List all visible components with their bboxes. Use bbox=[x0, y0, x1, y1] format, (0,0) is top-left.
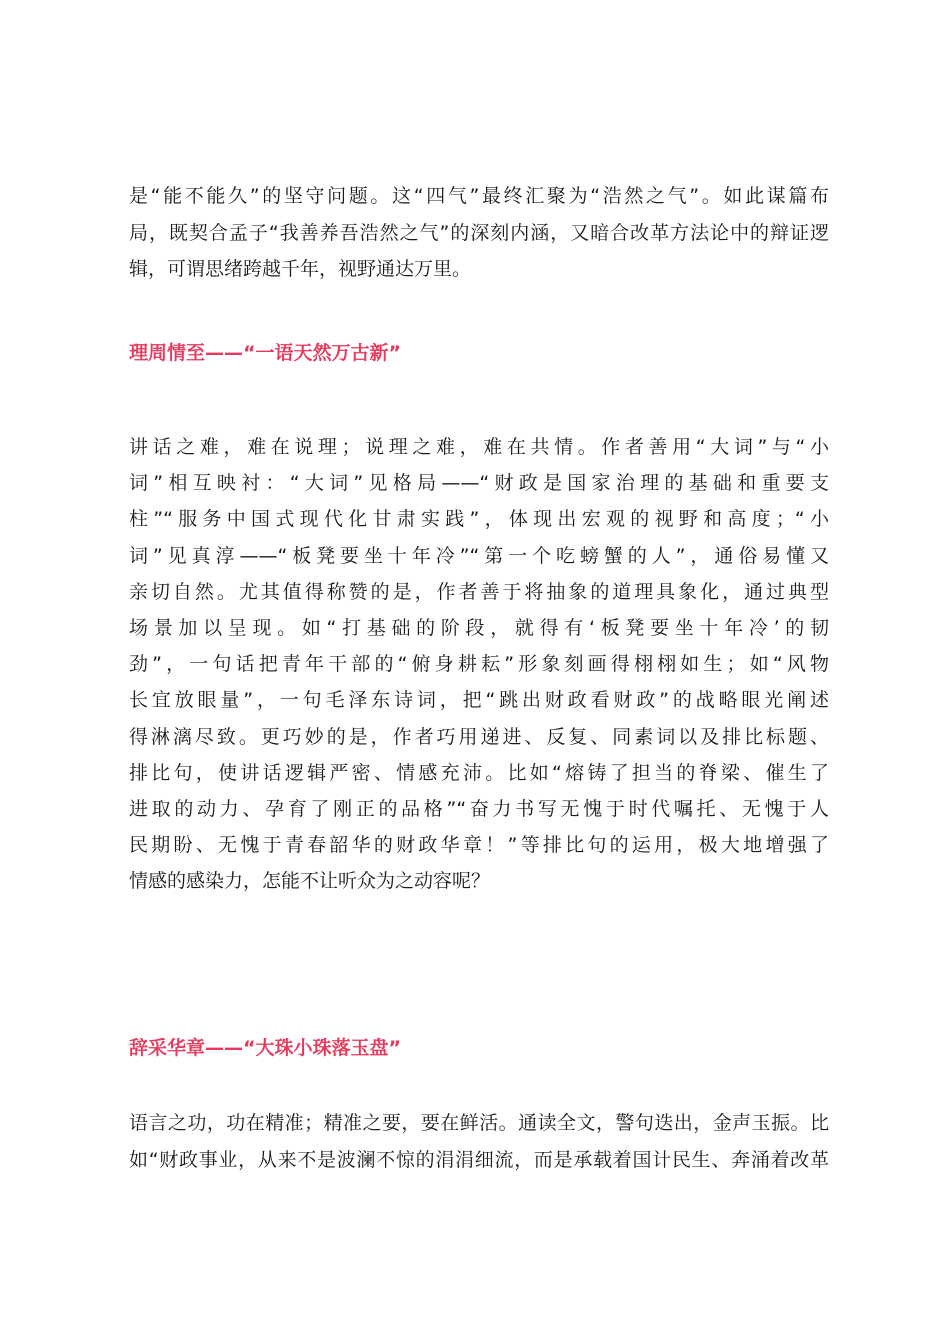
text-line: 排比句，使讲话逻辑严密、情感充沛。比如“熔铸了担当的脊梁、催生了 bbox=[129, 761, 829, 784]
text-line: 词”相互映衬：“大词”见格局——“财政是国家治理的基础和重要支 bbox=[129, 472, 829, 495]
text-line: 进取的动力、孕育了刚正的品格”“奋力书写无愧于时代嘱托、无愧于人 bbox=[129, 798, 829, 821]
text-line: 民期盼、无愧于青春韶华的财政华章！”等排比句的运用，极大地增强了 bbox=[129, 834, 829, 857]
section1-paragraph bbox=[129, 429, 829, 900]
text-line: 长宜放眼量”，一句毛泽东诗词，把“跳出财政看财政”的战略眼光阐述 bbox=[129, 689, 829, 712]
text-line: 语言之功，功在精准；精准之要，要在鲜活。通读全文，警句迭出，金声玉振。比 bbox=[129, 1112, 829, 1134]
text-line: 亲切自然。尤其值得称赞的是，作者善于将抽象的道理具象化，通过典型 bbox=[129, 580, 829, 603]
text-line: 词”见真淳——“板凳要坐十年冷”“第一个吃螃蟹的人”，通俗易懂又 bbox=[129, 544, 829, 567]
section-heading-2: 辞采华章——“大珠小珠落玉盘” bbox=[129, 1037, 401, 1059]
text-line: 情感的感染力，怎能不让听众为之动容呢？ bbox=[129, 870, 491, 893]
text-line: 讲话之难，难在说理；说理之难，难在共情。作者善用“大词”与“小 bbox=[129, 436, 829, 458]
intro-paragraph bbox=[129, 178, 829, 288]
text-line: 如“财政事业，从来不是波澜不惊的涓涓细流，而是承载着国计民生、奔涌着改革 bbox=[129, 1148, 829, 1171]
text-line: 辑，可谓思绪跨越千年，视野通达万里。 bbox=[129, 258, 472, 280]
text-line: 场景加以呈现。如“打基础的阶段，就得有‘板凳要坐十年冷’的韧 bbox=[129, 617, 829, 640]
section2-paragraph bbox=[129, 1105, 829, 1178]
text-line: 劲”，一句话把青年干部的“俯身耕耘”形象刻画得栩栩如生；如“风物 bbox=[129, 653, 829, 676]
text-line: 柱”“服务中国式现代化甘肃实践”，体现出宏观的视野和高度；“小 bbox=[129, 508, 829, 531]
text-line: 是“能不能久”的坚守问题。这“四气”最终汇聚为“浩然之气”。如此谋篇布 bbox=[129, 185, 829, 207]
section-heading-1: 理周情至——“一语天然万古新” bbox=[129, 342, 401, 364]
text-line: 局，既契合孟子“我善养吾浩然之气”的深刻内涵，又暗合改革方法论中的辩证逻 bbox=[129, 221, 829, 244]
text-line: 得淋漓尽致。更巧妙的是，作者巧用递进、反复、同素词以及排比标题、 bbox=[129, 725, 829, 748]
